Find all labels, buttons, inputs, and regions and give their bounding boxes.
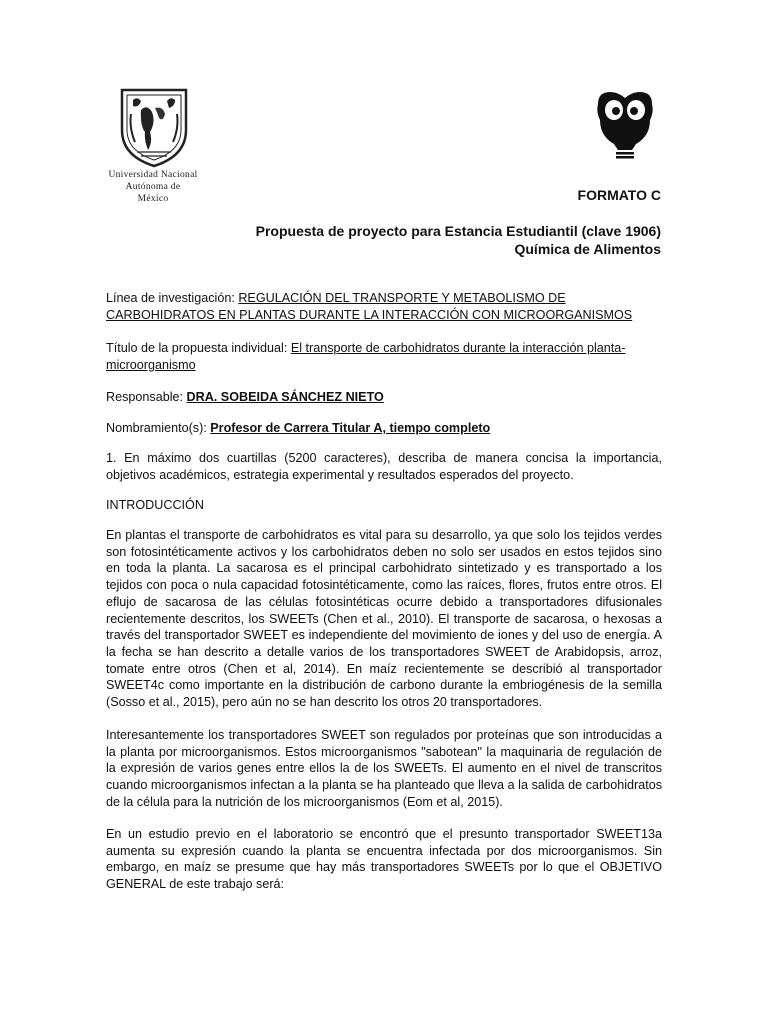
paragraph-3: En un estudio previo en el laboratorio se encontró que el presunto transportador SWEET13a aumenta su expresión cuando la planta se encuentra infectada por dos microorganismos. Sin embargo, en maíz se presume que hay más transportadores SWEETs por lo que el OBJETIVO GENERAL de este trabajo será:: [106, 827, 662, 892]
proposal-title: Propuesta de proyecto para Estancia Estudiantil (clave 1906): [255, 223, 661, 239]
form-code: FORMATO C: [577, 187, 661, 203]
appointment-label: Nombramiento(s):: [106, 421, 211, 435]
research-line-value: REGULACIÓN DEL TRANSPORTE Y METABOLISMO DE CARBOHIDRATOS EN PLANTAS DURANTE LA INTERACCIÓN CON MICROORGANISMOS: [106, 291, 633, 322]
instruction-text: 1. En máximo dos cuartillas (5200 caracteres), describa de manera concisa la importancia, objetivos académicos, estrategia experimental y resultados esperados del proyecto.: [106, 451, 662, 482]
research-line-label: Línea de investigación:: [106, 291, 239, 305]
proposal-title-value: El transporte de carbohidratos durante la interacción planta-microorganismo: [106, 341, 626, 372]
unam-logo: [105, 88, 201, 208]
responsible-label: Responsable:: [106, 390, 187, 404]
owl-logo-icon: [592, 90, 658, 160]
unam-name-line-1: Universidad Nacional: [108, 170, 198, 180]
responsible: [106, 389, 662, 406]
paragraph-1: En plantas el transporte de carbohidratos es vital para su desarrollo, ya que solo los tejidos verdes son fotosintéticamente activos y los carbohidratos deben no solo ser usados en estos tejidos sino en toda la planta. La sacarosa es el principal carbohidrato sintetizado y es transportado a los tejidos con poca o nula capacidad fotosintéticamente, como las raíces, flores, frutos entre otros. El eflujo de sacarosa de las células fotosintéticas ocurre debido a transportadores difusionales recientemente descritos, los SWEETs (Chen et al., 2010). El transporte de sacarosa, o hexosas a través del transportador SWEET es independiente del movimiento de iones y del uso de energía. A la fecha se han descrito a detalle varios de los transportadores SWEET de Arabidopsis, arroz, tomate entre otros (Chen et al, 2014). En maíz recientemente se describió al transportador SWEET4c como importante en la distribución de carbono durante la embriogénesis de la semilla (Sosso et al., 2015), pero aún no se han descrito los otros 20 transportadores.: [106, 528, 662, 710]
appointment-value: Profesor de Carrera Titular A, tiempo completo: [210, 421, 491, 435]
unam-name-line-3: México: [137, 194, 169, 204]
proposal-title-label: Título de la propuesta individual:: [106, 341, 291, 355]
section-title: INTRODUCCIÓN: [106, 498, 204, 512]
paragraph-2: Interesantemente los transportadores SWEET son regulados por proteínas que son introducidas a la planta por microorganismos. Estos microorganismos "sabotean" la maquinaria de regulación de la expresión de varios genes entre ellos la de los SWEETs. El aumento en el nivel de transcritos cuando microorganismos infectan a la planta se ha planteado que lleva a la salida de carbohidratos de la célula para la nutrición de los microorganismos (Eom et al, 2015).: [106, 728, 662, 809]
unam-name: [105, 169, 201, 205]
unam-name-line-2: Autónoma de: [125, 182, 181, 192]
area-title: Química de Alimentos: [514, 241, 661, 257]
research-line: [106, 290, 662, 323]
appointment: [106, 420, 662, 437]
responsible-value: DRA. SOBEIDA SÁNCHEZ NIETO: [186, 390, 384, 404]
unam-seal-icon: [119, 88, 189, 168]
proposal-individual-title: [106, 340, 662, 373]
